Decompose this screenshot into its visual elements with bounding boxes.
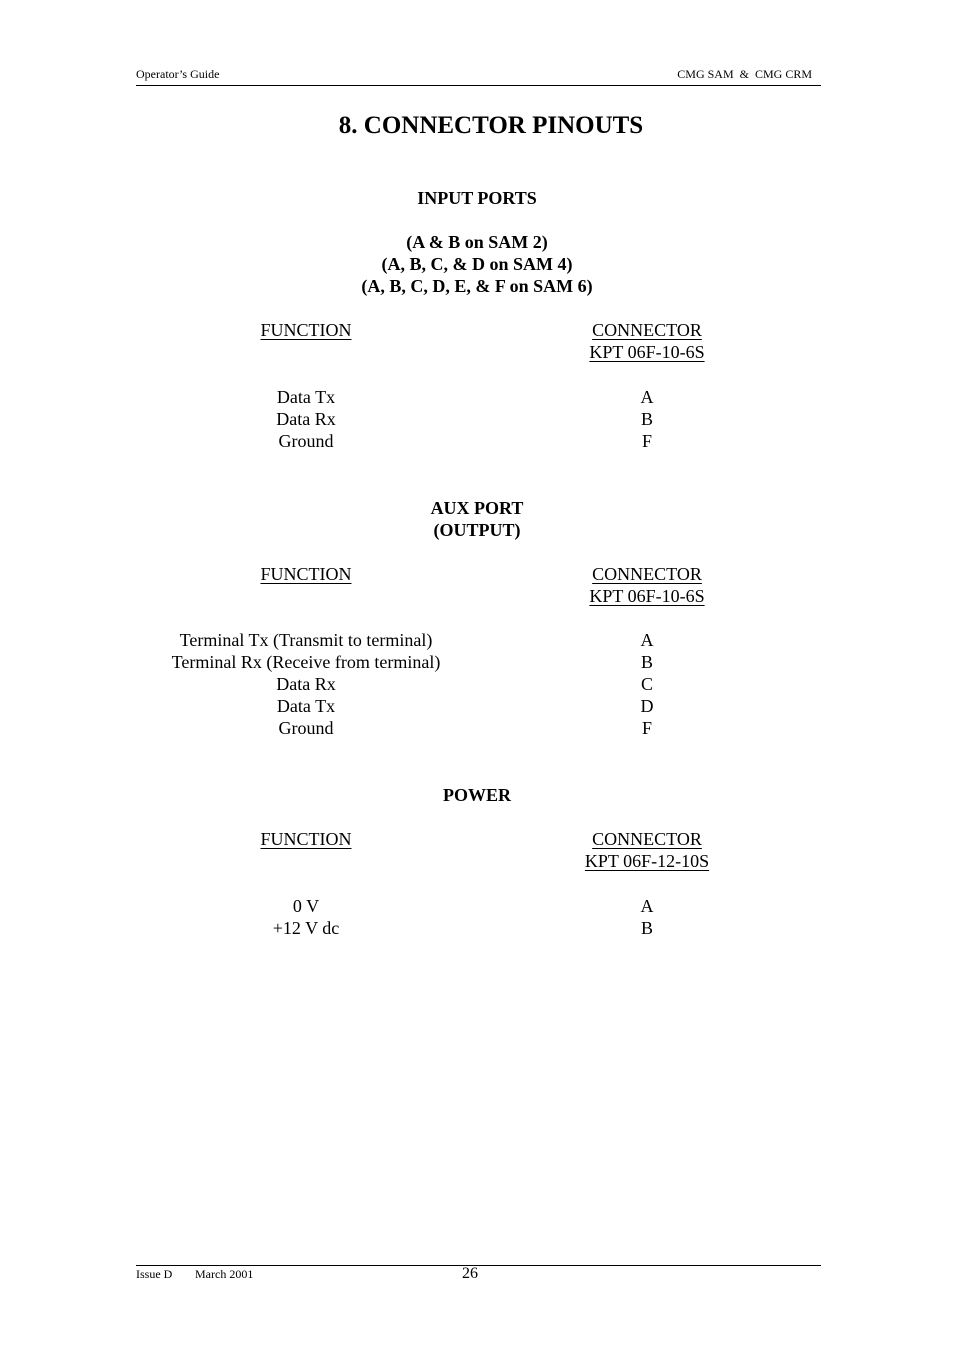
connector-type-text: KPT 06F-12-10S [584,851,710,871]
table-row: +12 V dc [272,918,340,938]
table-row: 0 V [292,896,320,916]
header-product: CMG SAM & CMG CRM [677,67,812,81]
pin-cell: B [640,409,653,429]
header-rule [136,85,821,86]
connector-header-text: CONNECTOR [592,829,702,849]
pin-cell: A [640,630,654,650]
page-title: 8. CONNECTOR PINOUTS [338,112,644,139]
function-header-text: FUNCTION [260,320,352,340]
pin-cell: F [641,718,652,738]
aux-port-pins [547,629,747,739]
function-header-text: FUNCTION [260,564,352,584]
table-row: Ground [278,718,334,738]
table-row: Data Rx [276,409,336,429]
pin-cell: B [640,918,653,938]
table-row: Terminal Tx (Transmit to terminal) [179,630,433,650]
footer-date: March 2001 [195,1267,254,1281]
connector-header-text: CONNECTOR [592,320,702,340]
power-heading: POWER [442,785,511,805]
table-row: Data Tx [276,387,336,407]
connector-header-text: CONNECTOR [592,564,702,584]
table-row: Ground [278,431,334,451]
table-row: Terminal Rx (Receive from terminal) [171,652,441,672]
power-pins [547,895,747,939]
input-ports-sub-1: (A & B on SAM 2) [406,232,548,252]
pin-cell: B [640,652,653,672]
page-number: 26 [462,1265,478,1282]
connector-type-text: KPT 06F-10-6S [589,342,705,362]
connector-type-text: KPT 06F-10-6S [589,586,705,606]
table-row: Data Tx [276,696,336,716]
input-ports-function-header [136,319,476,341]
aux-port-sub: (OUTPUT) [433,520,521,540]
power-functions [136,895,476,939]
function-header-text: FUNCTION [260,829,352,849]
pin-cell: C [640,674,653,694]
input-ports-sub-3: (A, B, C, D, E, & F on SAM 6) [361,276,593,296]
pin-cell: D [640,696,654,716]
input-ports-heading: INPUT PORTS [417,188,537,208]
aux-port-functions [136,629,476,739]
aux-port-function-header [136,563,476,585]
pin-cell: A [640,896,654,916]
power-function-header [136,828,476,850]
power-connector-header [547,828,747,872]
pin-cell: F [641,431,652,451]
input-ports-sub-2: (A, B, C, & D on SAM 4) [381,254,573,274]
aux-port-connector-header [547,563,747,607]
table-row: Data Rx [276,674,336,694]
input-ports-functions [136,386,476,452]
footer-rule [136,1265,821,1266]
pin-cell: A [640,387,654,407]
footer-issue: Issue D [136,1267,173,1281]
input-ports-connector-header [547,319,747,363]
aux-port-heading: AUX PORT [430,498,524,518]
input-ports-pins [547,386,747,452]
header-doc-type: Operator’s Guide [136,67,220,81]
